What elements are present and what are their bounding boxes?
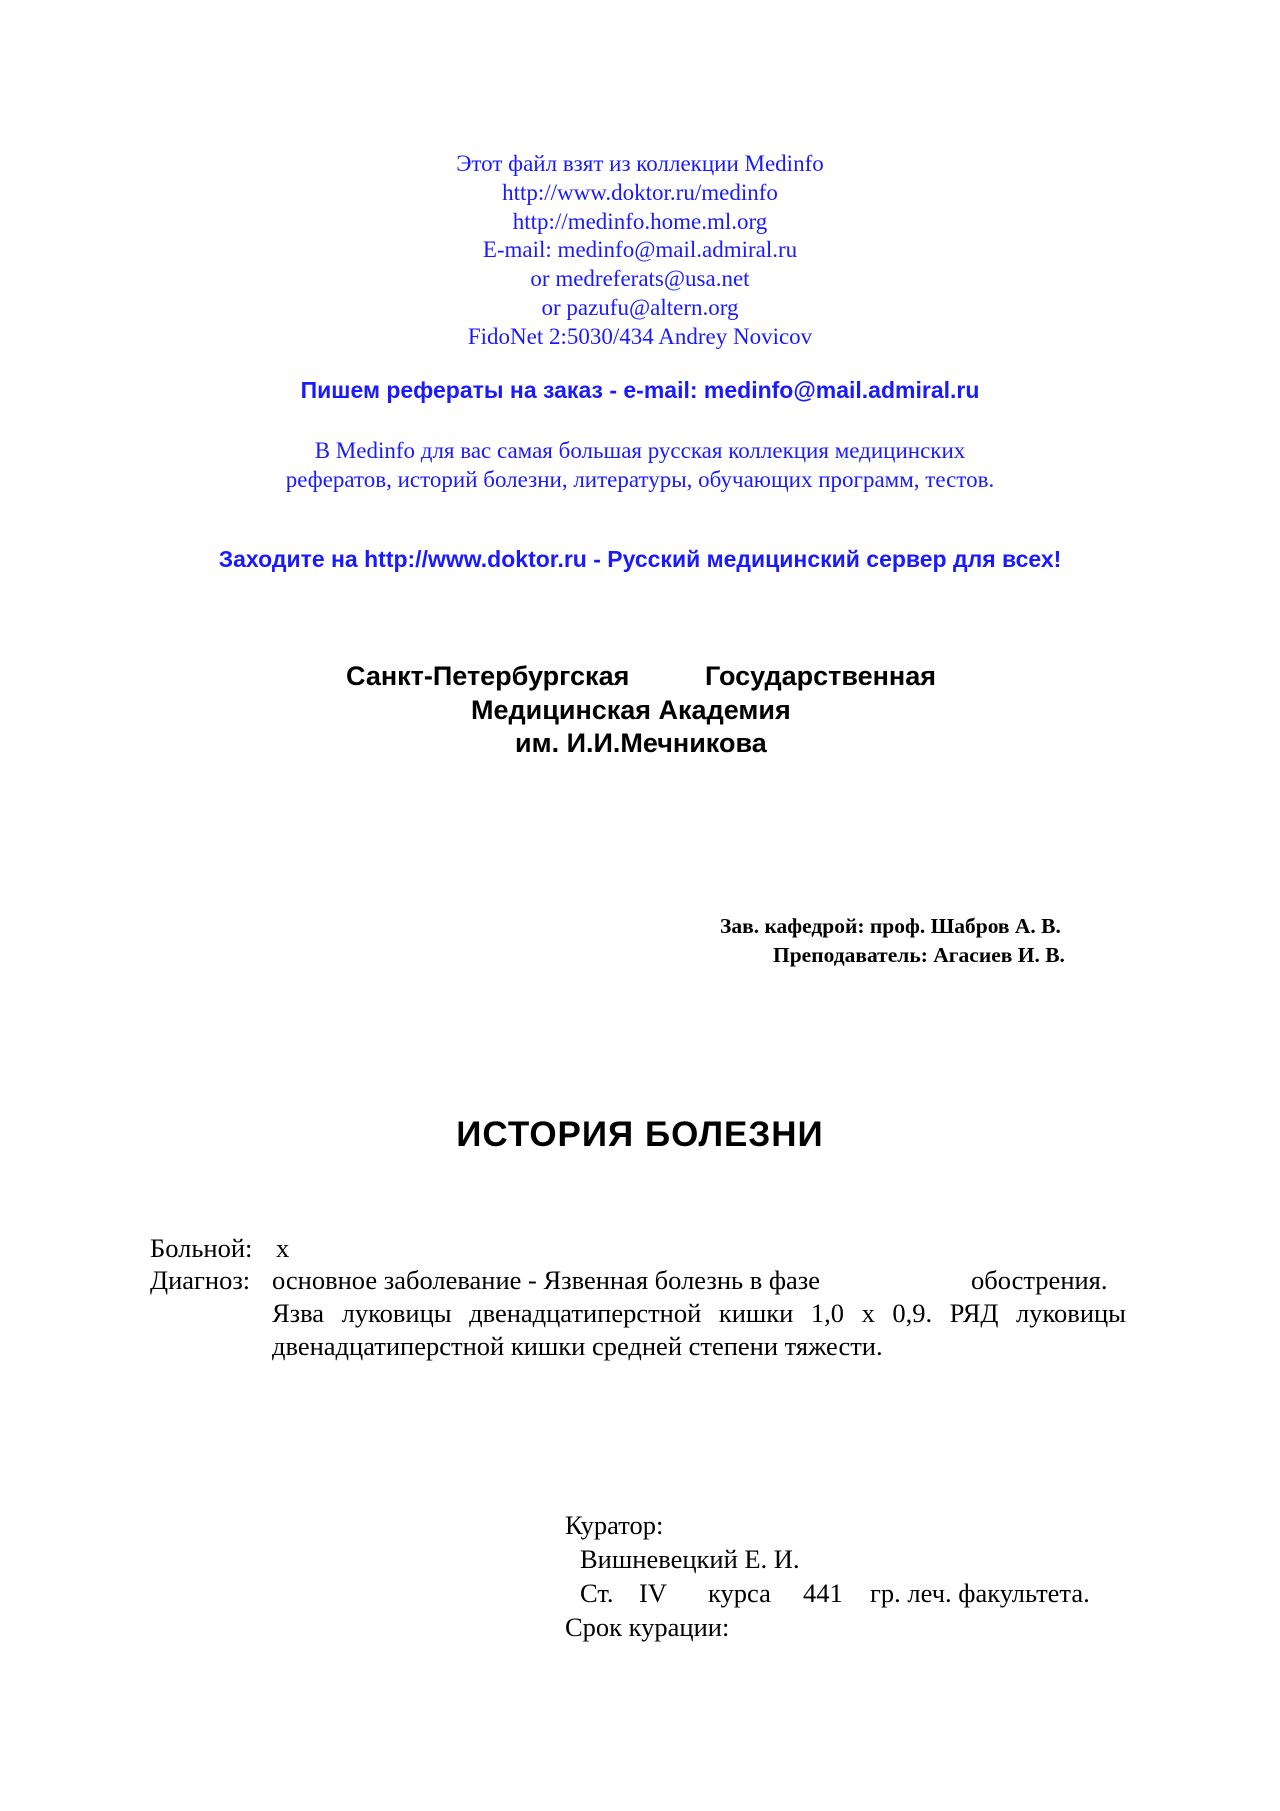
academy-state: Государственная [705, 661, 936, 691]
curator-label: Куратор: [565, 1510, 664, 1540]
header-line: or medreferats@usa.net [530, 266, 750, 292]
academy-type: Медицинская Академия [471, 694, 791, 725]
teacher: Преподаватель: Агасиев И. В. [773, 943, 1065, 967]
course-part: курса [708, 1578, 771, 1608]
collection-line: рефератов, историй болезни, литературы, обучающих программ, тестов. [285, 466, 995, 492]
header-line: FidoNet 2:5030/434 Andrey Novicov [467, 323, 813, 349]
diagnosis-label: Диагноз: [150, 1265, 251, 1295]
course-part: 441 [803, 1578, 843, 1608]
course-part: IV [639, 1578, 667, 1608]
curator-course [580, 1578, 1090, 1609]
header-line: http://medinfo.home.ml.org [512, 208, 768, 234]
medinfo-header [0, 150, 1280, 352]
academy-city: Санкт-Петербургская [346, 661, 630, 691]
diagnosis-phase: обострения. [971, 1265, 1108, 1295]
patient-label: Больной: [150, 1233, 253, 1263]
order-line: Пишем рефераты на заказ - e-mail: medinfo@mail.admiral.ru [300, 377, 980, 403]
course-part: Ст. [580, 1578, 614, 1608]
course-part: гр. леч. факультета. [870, 1578, 1090, 1608]
diagnosis-continuation: Язва луковицы двенадцатиперстной кишки 1,0 х 0,9. РЯД луковицы двенадцатиперстной кишки средней степени тяжести. [272, 1298, 1126, 1361]
academy-eponym: им. И.И.Мечникова [515, 728, 767, 758]
site-line: Заходите на http://www.doktor.ru - Русский медицинский сервер для всех! [218, 546, 1062, 572]
department-head: Зав. кафедрой: проф. Шабров А. В. [720, 914, 1061, 938]
header-line: E-mail: medinfo@mail.admiral.ru [482, 237, 798, 263]
page-title: ИСТОРИЯ БОЛЕЗНИ [456, 1115, 824, 1154]
header-line: Этот файл взят из коллекции Medinfo [456, 151, 824, 176]
collection-line: В Medinfo для вас самая большая русская коллекция медицинских [314, 438, 966, 463]
curator-name: Вишневецкий Е. И. [580, 1544, 800, 1574]
header-line: or pazufu@altern.org [541, 294, 739, 320]
curation-term: Срок курации: [565, 1612, 730, 1642]
patient-value: х [276, 1233, 290, 1263]
collection-paragraph [0, 437, 1280, 494]
academy-name [0, 660, 1280, 761]
header-line: http://www.doktor.ru/medinfo [502, 179, 778, 205]
diagnosis-main: основное заболевание - Язвенная болезнь в фазе [272, 1265, 821, 1295]
